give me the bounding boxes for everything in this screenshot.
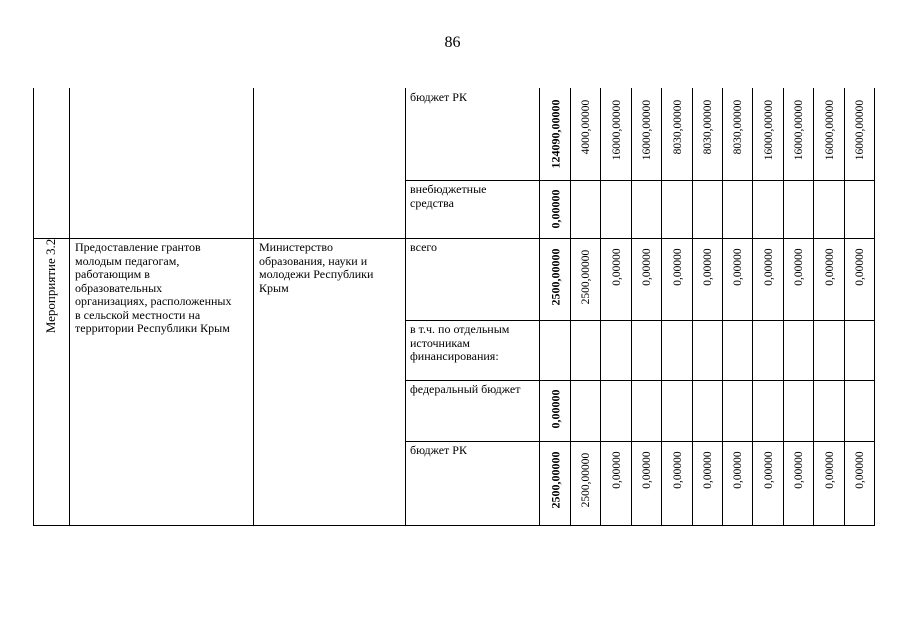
year-value: 2500,00000 [580, 452, 592, 508]
year-value: 0,00000 [671, 451, 684, 489]
funding-source-line: средства [410, 195, 455, 210]
year-value: 0,00000 [762, 451, 775, 489]
table-border-vertical [752, 88, 753, 525]
funding-source-line: федеральный бюджет [410, 382, 521, 396]
year-value: 16000,00000 [854, 100, 866, 161]
year-value: 0,00000 [793, 248, 805, 286]
year-value: 0,00000 [823, 248, 836, 286]
funding-source-line: источникам [410, 335, 470, 350]
table-border-vertical [874, 88, 875, 525]
year-value: 16000,00000 [762, 100, 775, 161]
funding-source-label [410, 323, 536, 364]
measure-description [75, 241, 253, 336]
year-value: 0,00000 [823, 451, 836, 489]
table-border-vertical [600, 88, 601, 525]
table-border-vertical [813, 88, 814, 525]
year-value: 0,00000 [610, 248, 623, 286]
executor-name-line: образования, науки и [259, 253, 368, 268]
funding-source-label [410, 383, 536, 397]
year-value: 0,00000 [610, 451, 623, 489]
row-total-value: 124090,00000 [548, 99, 562, 169]
table-border-horizontal [405, 180, 875, 181]
year-value: 0,00000 [702, 248, 714, 286]
measure-description-line: Предоставление грантов [75, 240, 201, 254]
year-value: 0,00000 [854, 248, 866, 286]
table-border-vertical [253, 88, 254, 525]
year-value: 16000,00000 [823, 100, 836, 161]
funding-source-label [410, 444, 536, 458]
table-border-vertical [844, 88, 845, 525]
table-border-horizontal [33, 525, 405, 526]
row-total-value: 2500,00000 [548, 451, 562, 509]
funding-source-line: бюджет РК [410, 90, 467, 104]
funding-source-line: бюджет РК [410, 443, 467, 457]
page-number: 86 [444, 34, 461, 51]
year-value: 0,00000 [732, 248, 744, 286]
measure-description-line: в сельской местности на [75, 307, 201, 322]
year-value: 2500,00000 [580, 249, 592, 305]
measure-description-line: образовательных [75, 280, 163, 295]
row-total-value: 2500,00000 [548, 248, 562, 306]
table-border-vertical [570, 88, 571, 525]
funding-source-line: в т.ч. по отдельным [410, 322, 510, 336]
year-value: 0,00000 [854, 451, 866, 489]
row-total-value: 0,00000 [548, 189, 562, 229]
measure-description-line: организациях, расположенных [75, 294, 232, 308]
funding-source-label [410, 241, 536, 255]
table-border-horizontal [33, 238, 405, 239]
year-value: 8030,00000 [702, 99, 714, 155]
executor-name-line: Крым [259, 280, 289, 295]
year-value: 0,00000 [732, 451, 744, 489]
table-border-vertical [631, 88, 632, 525]
table-border-vertical [783, 88, 784, 525]
table-border-horizontal [405, 380, 875, 381]
year-value: 16000,00000 [610, 100, 623, 161]
year-value: 4000,00000 [580, 99, 592, 155]
year-value: 0,00000 [671, 248, 684, 286]
funding-source-label [410, 91, 536, 105]
measure-description-line: молодым педагогам, [75, 253, 180, 268]
year-value: 8030,00000 [732, 99, 744, 155]
year-value: 0,00000 [793, 451, 805, 489]
table-border-horizontal [405, 320, 875, 321]
table-border-horizontal [405, 525, 875, 526]
table-border-vertical [692, 88, 693, 525]
measure-description-line: территории Республики Крым [75, 321, 230, 335]
year-value: 0,00000 [641, 248, 653, 286]
executor-name [259, 241, 404, 295]
table-border-vertical [33, 88, 34, 525]
executor-name-line: молодежи Республики [259, 267, 374, 281]
table-border-vertical [722, 88, 723, 525]
table-border-horizontal [405, 441, 875, 442]
year-value: 8030,00000 [671, 99, 684, 155]
measure-label: Мероприятие 3.2 [43, 238, 58, 334]
funding-source-label [410, 183, 536, 210]
table-border-vertical [661, 88, 662, 525]
table-border-vertical [405, 88, 406, 525]
table-border-horizontal [405, 238, 875, 239]
year-value: 0,00000 [641, 451, 653, 489]
executor-name-line: Министерство [259, 240, 333, 254]
funding-source-line: всего [410, 240, 438, 254]
table-border-vertical [69, 88, 70, 525]
year-value: 0,00000 [702, 451, 714, 489]
year-value: 16000,00000 [641, 100, 653, 161]
funding-source-line: внебюджетные [410, 182, 487, 196]
year-value: 16000,00000 [793, 100, 805, 161]
funding-source-line: финансирования: [410, 349, 499, 363]
row-total-value: 0,00000 [548, 389, 562, 429]
measure-description-line: работающим в [75, 267, 150, 281]
table-border-vertical [539, 88, 540, 525]
year-value: 0,00000 [762, 248, 775, 286]
